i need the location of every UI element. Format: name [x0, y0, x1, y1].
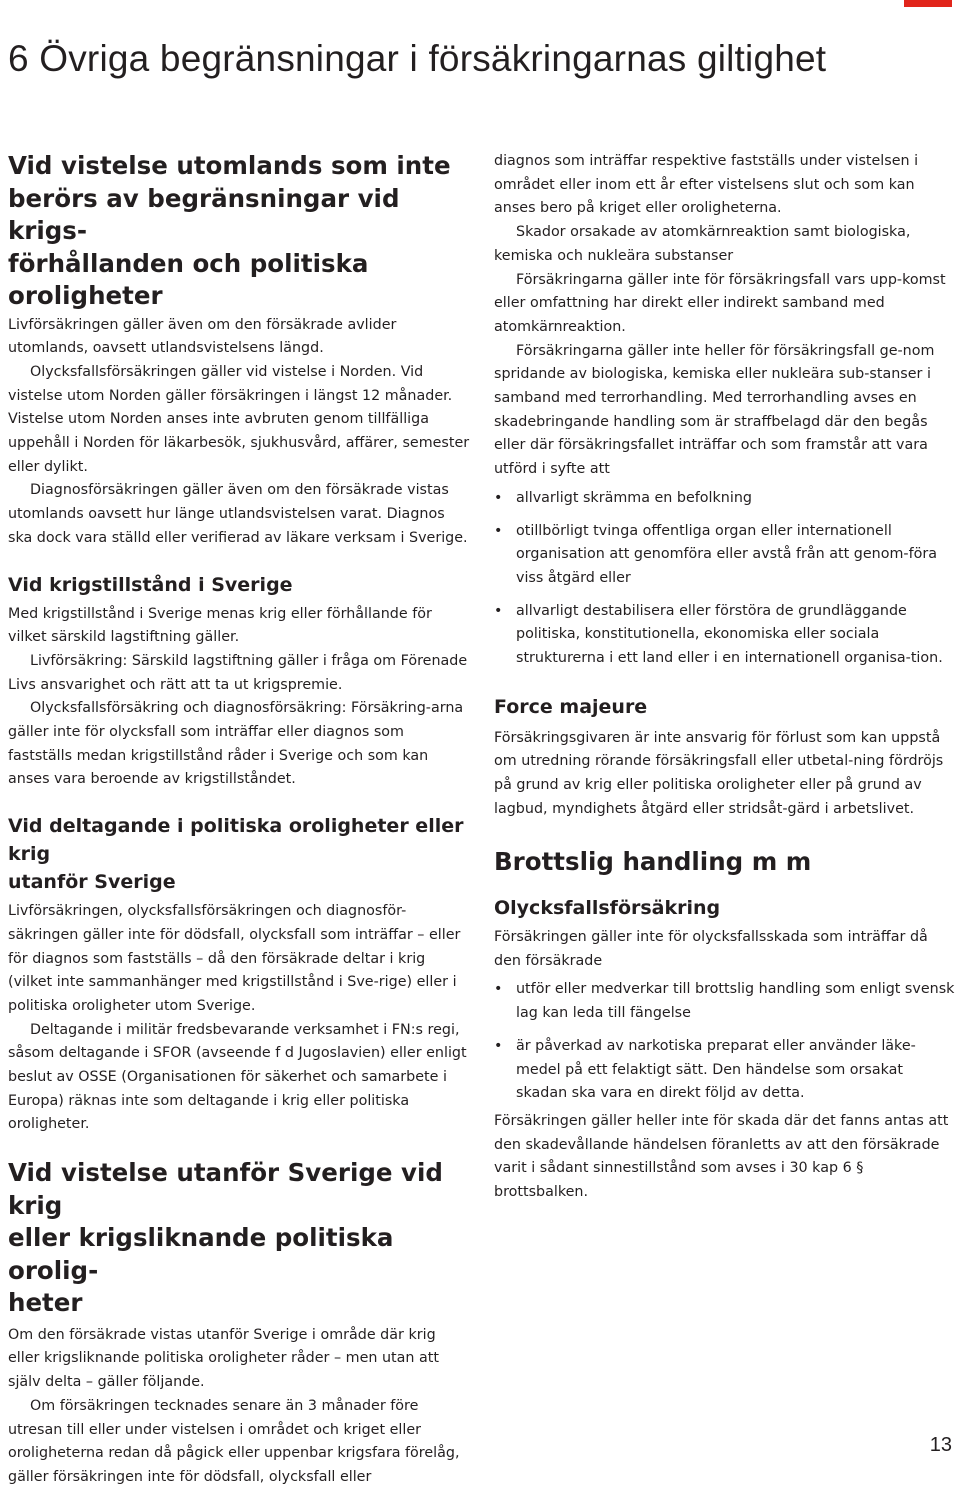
paragraph: Försäkringen gäller heller inte för skada där det fanns antas att den skadevållande händelsen föranletts av att den försäkrade varit i sådant sinnestillstånd som avses i 30 kap 6 § brottsbalken.	[494, 1113, 949, 1201]
paragraph: Försäkringarna gäller inte heller för försäkringsfall ge-nom spridande av biologiska, kemiska eller nukleära sub-stanser i samband med terrorhandling. Med terrorhandling avses en skadebringande handling som är straffbelagd där den begås eller där försäkringsfallet inträffar och som framstår att vara utförd i syfte att	[494, 342, 935, 478]
paragraph: Om den försäkrade vistas utanför Sverige i område där krig eller krigsliknande politiska oroligheter råder – men utan att själv delta – gäller följande.	[8, 1326, 439, 1391]
paragraph: Om försäkringen tecknades senare än 3 månader före utresan till eller under vistelsen i området och kriget eller oroligheterna redan då pågick eller uppenbar krigsfara förelåg, gäller försäkringen inte för dödsfall, olycksfall eller	[8, 1397, 460, 1485]
bullet-list-terror	[494, 487, 956, 671]
paragraph: Skador orsakade av atomkärnreaktion samt biologiska, kemiska och nukleära substanser	[494, 224, 911, 264]
bullet-list-criminal	[494, 978, 956, 1106]
subsection-heading-accident: Olycksfallsförsäkring	[494, 897, 721, 920]
section-heading-criminal-act: Brottslig handling m m	[494, 846, 812, 876]
paragraph: Försäkringsgivaren är inte ansvarig för förlust som kan uppstå om utredning rörande försäkringsfall eller utbetal-ning fördröjs på grund av krig eller politiska oroligheter eller på grund av lagbud, myndighets åtgärd eller stridsåt-gärd i arbetslivet.	[494, 729, 944, 817]
paragraph: Försäkringen gäller inte för olycksfallsskada som inträffar då den försäkrade	[494, 929, 928, 969]
paragraph: Försäkringarna gäller inte för försäkringsfall vars upp-komst eller omfattning har direkt eller indirekt samband med atomkärnreaktion.	[494, 271, 946, 335]
heading-line: Vid vistelse utanför Sverige vid krig	[8, 1158, 443, 1220]
paragraph: Livförsäkringen gäller även om den försäkrade avlider utomlands, oavsett utlandsvistelsens längd.	[8, 316, 397, 357]
section-heading-stay-outside	[8, 1157, 470, 1320]
paragraph: Livförsäkring: Särskild lagstiftning gäller i fråga om Förenade Livs ansvarighet och rätt att ta ut krigspremie.	[8, 652, 468, 693]
paragraph: Livförsäkringen, olycksfallsförsäkringen och diagnosför-säkringen gäller inte för dödsfall, olycksfall som inträffar – eller för diagnos som fastställs – då den försäkrade deltar i krig (vilket inte sammanhänger med krigstillstånd i Sve-rige) eller i politiska oroligheter utom Sverige.	[8, 903, 461, 1014]
bullet-icon: •	[494, 522, 503, 539]
list-item: • allvarligt skrämma en befolkning	[494, 487, 956, 511]
section-heading-war-sweden: Vid krigstillstånd i Sverige	[8, 573, 293, 596]
list-item: • utför eller medverkar till brottslig handling som enligt svensk lag kan leda till fängelse	[494, 978, 956, 1025]
page-number: 13	[929, 1434, 952, 1456]
right-column	[494, 150, 956, 1205]
section-heading-force-majeure: Force majeure	[494, 695, 648, 718]
heading-line: Vid vistelse utomlands som inte	[8, 151, 451, 180]
bullet-icon: •	[494, 489, 503, 506]
section-heading-abroad	[8, 150, 470, 313]
bullet-icon: •	[494, 602, 503, 619]
heading-line: berörs av begränsningar vid krigs-	[8, 183, 400, 245]
section-heading-political-unrest	[8, 812, 470, 896]
heading-line: Vid deltagande i politiska oroligheter eller krig	[8, 815, 464, 866]
bullet-icon: •	[494, 981, 503, 998]
paragraph: Deltagande i militär fredsbevarande verksamhet i FN:s regi, såsom deltagande i SFOR (avseende f d Jugoslavien) eller enligt beslut av OSSE (Organisationen för säkerhet och samarbete i Europa) räknas inte som deltagande i krig eller politiska oroligheter.	[8, 1021, 467, 1133]
heading-line: utanför Sverige	[8, 871, 176, 894]
paragraph: diagnos som inträffar respektive fastställs under vistelsen i området eller inom ett år efter vistelsens slut och som kan anses bero på kriget eller oroligheterna.	[494, 153, 919, 217]
heading-line: eller krigsliknande politiska orolig-	[8, 1223, 394, 1285]
paragraph: Olycksfallsförsäkringen gäller vid vistelse i Norden. Vid vistelse utom Norden gäller försäkringen i längst 12 månader. Vistelse utom Norden anses inte avbruten genom tillfälliga uppehåll i Norden för läkarbesök, sjukhusvård, affärer, semester eller dylikt.	[8, 363, 470, 475]
heading-line: förhållanden och politiska oroligheter	[8, 248, 369, 310]
page-title: 6 Övriga begränsningar i försäkringarnas giltighet	[8, 38, 827, 79]
paragraph: Olycksfallsförsäkring och diagnosförsäkring: Försäkring-arna gäller inte för olycksfall som inträffar eller diagnos som fastställs medan krigstillstånd råder i Sverige och som kan anses vara beroende av krigstillståndet.	[8, 700, 464, 788]
list-item: • är påverkad av narkotiska preparat eller använder läke-medel på ett felaktigt sätt. Den händelse som orsakat skadan ska vara en direkt följd av detta.	[494, 1035, 956, 1106]
paragraph: Med krigstillstånd i Sverige menas krig eller förhållande för vilket särskild lagstiftning gäller.	[8, 605, 432, 646]
paragraph: Diagnosförsäkringen gäller även om den försäkrade vistas utomlands oavsett hur länge utlandsvistelsen varat. Diagnos ska dock vara ställd eller verifierad av läkare verksam i Sverige.	[8, 482, 468, 546]
bullet-icon: •	[494, 1037, 503, 1054]
list-item: • otillbörligt tvinga offentliga organ eller internationell organisation att genomföra eller avstå från att genom-föra viss åtgärd eller	[494, 520, 956, 591]
left-column	[8, 150, 470, 1490]
heading-line: heter	[8, 1288, 83, 1318]
list-item: • allvarligt destabilisera eller förstöra de grundläggande politiska, konstitutionella, ekonomiska eller sociala strukturerna i ett land eller i en internationell organisa-tion.	[494, 600, 956, 671]
accent-bar	[904, 0, 952, 7]
